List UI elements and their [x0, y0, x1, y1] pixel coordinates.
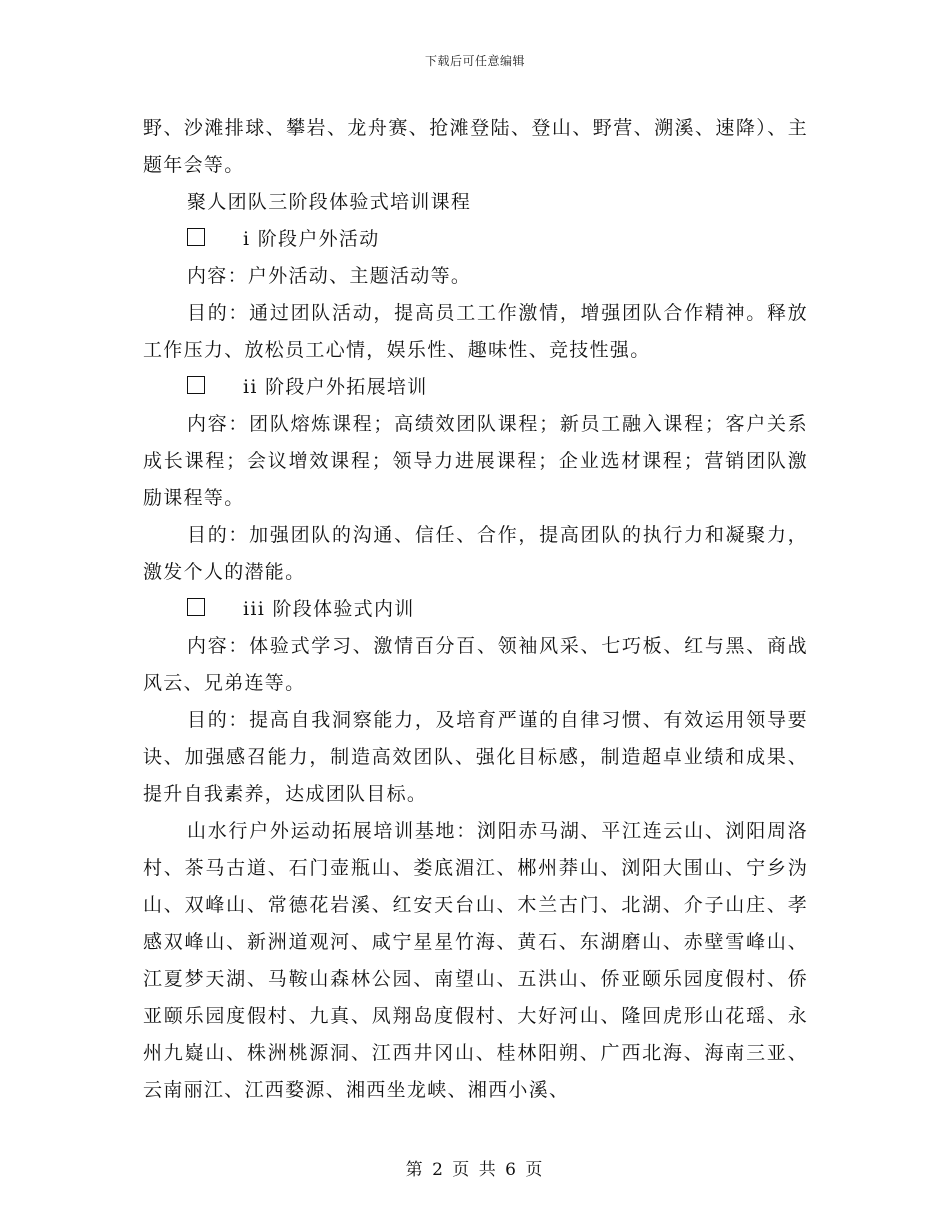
- stage-2-purpose: 目的：加强团队的沟通、信任、合作，提高团队的执行力和凝聚力，激发个人的潜能。: [143, 524, 808, 583]
- stage-3-content: 内容：体验式学习、激情百分百、领袖风采、七巧板、红与黑、商战风云、兄弟连等。: [143, 635, 808, 694]
- stage-3-heading: [143, 591, 808, 628]
- stage-2-heading: [143, 369, 808, 406]
- checkbox-icon: [187, 228, 205, 246]
- training-bases-paragraph: 山水行户外运动拓展培训基地：浏阳赤马湖、平江连云山、浏阳周洛村、茶马古道、石门壶瓶山、娄底湄江、郴州莽山、浏阳大围山、宁乡沩山、双峰山、常德花岩溪、红安天台山、木兰古门、北湖、介子山庄、孝感双峰山、新洲道观河、咸宁星星竹海、黄石、东湖磨山、赤壁雪峰山、江夏梦天湖、马鞍山森林公园、南望山、五洪山、侨亚颐乐园度假村、侨亚颐乐园度假村、九真、凤翔岛度假村、大好河山、隆回虎形山花瑶、永州九嶷山、株洲桃源洞、江西井冈山、桂林阳朔、广西北海、海南三亚、云南丽江、江西婺源、湘西坐龙峡、湘西小溪、: [143, 820, 808, 1101]
- paragraph-course-title: 聚人团队三阶段体验式培训课程: [187, 191, 472, 213]
- stage-1-content: 内容：户外活动、主题活动等。: [187, 265, 472, 287]
- stage-1-label: i 阶段户外活动: [243, 228, 380, 250]
- stage-1-purpose: 目的：通过团队活动，提高员工工作激情，增强团队合作精神。释放工作压力、放松员工心情，娱乐性、趣味性、竞技性强。: [143, 302, 808, 361]
- checkbox-icon: [187, 598, 205, 616]
- stage-3-label: iii 阶段体验式内训: [243, 598, 415, 620]
- stage-2-content: 内容：团队熔炼课程；高绩效团队课程；新员工融入课程；客户关系成长课程；会议增效课程；领导力进展课程；企业选材课程；营销团队激励课程等。: [143, 413, 808, 509]
- page-footer: 第 2 页 共 6 页: [405, 1160, 545, 1180]
- page-header: 下载后可任意编辑: [424, 54, 525, 68]
- document-body: [143, 110, 808, 1109]
- stage-3-purpose: 目的：提高自我洞察能力，及培育严谨的自律习惯、有效运用领导要诀、加强感召能力，制造高效团队、强化目标感，制造超卓业绩和成果、提升自我素养，达成团队目标。: [143, 709, 808, 805]
- checkbox-icon: [187, 376, 205, 394]
- stage-1-heading: [143, 221, 808, 258]
- paragraph-activities-tail: 野、沙滩排球、攀岩、龙舟赛、抢滩登陆、登山、野营、溯溪、速降）、主题年会等。: [143, 117, 808, 176]
- stage-2-label: ii 阶段户外拓展培训: [243, 376, 428, 398]
